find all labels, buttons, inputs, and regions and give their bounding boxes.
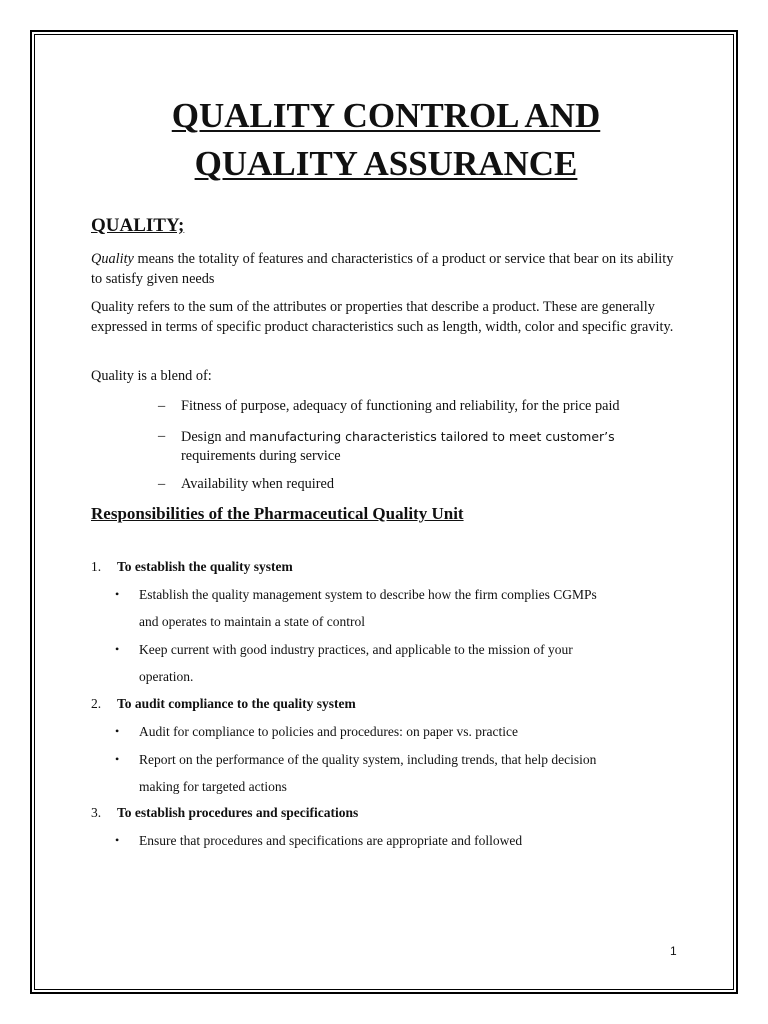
bullet-marker: • bbox=[115, 752, 120, 766]
section-number: 3. bbox=[91, 805, 102, 820]
blend-item bbox=[158, 427, 678, 467]
document-title: QUALITY CONTROL AND QUALITY ASSURANCE bbox=[171, 96, 601, 183]
section-title: To establish procedures and specifications bbox=[117, 805, 359, 820]
quality-term: Quality bbox=[91, 251, 134, 267]
blend-item-text: Availability when required bbox=[181, 476, 334, 492]
quality-heading: QUALITY; bbox=[91, 215, 185, 236]
quality-definition-text: means the totality of features and characteristics of a product or service that bear on its ability to satisfy given needs bbox=[91, 251, 674, 287]
bullet-text: Keep current with good industry practices, and applicable to the mission of your operation. bbox=[139, 642, 573, 684]
bullet-marker: • bbox=[115, 587, 120, 601]
blend-item-text: Fitness of purpose, adequacy of functioning and reliability, for the price paid bbox=[181, 398, 620, 414]
dash-marker: – bbox=[158, 476, 166, 492]
blend-item-text-part: requirements during service bbox=[181, 448, 341, 464]
blend-item-text bbox=[181, 427, 651, 466]
bullet-text: Establish the quality management system to describe how the firm complies CGMPs and operates to maintain a state of control bbox=[139, 587, 597, 629]
bullet-text: Audit for compliance to policies and procedures: on paper vs. practice bbox=[139, 724, 518, 739]
bullet-marker: • bbox=[115, 642, 120, 656]
bullet-marker: • bbox=[115, 833, 120, 847]
section-title: To establish the quality system bbox=[117, 559, 293, 574]
quality-definition bbox=[91, 249, 676, 289]
bullet-marker: • bbox=[115, 724, 120, 738]
dash-marker: – bbox=[158, 398, 166, 414]
bullet-item bbox=[115, 636, 595, 690]
responsibilities-heading: Responsibilities of the Pharmaceutical Quality Unit bbox=[91, 504, 464, 523]
bullet-text: Report on the performance of the quality system, including trends, that help decision making for targeted actions bbox=[139, 752, 597, 794]
bullet-item bbox=[115, 746, 595, 800]
blend-item-text-part: manufacturing characteristics tailored to meet customer’s bbox=[249, 429, 615, 444]
section-number: 1. bbox=[91, 559, 102, 574]
section-title: To audit compliance to the quality system bbox=[117, 696, 356, 711]
page-number: 1 bbox=[670, 944, 677, 958]
dash-marker: – bbox=[158, 428, 166, 444]
bullet-text: Ensure that procedures and specifications are appropriate and followed bbox=[139, 833, 523, 848]
blend-intro: Quality is a blend of: bbox=[91, 368, 212, 384]
bullet-item bbox=[115, 581, 595, 635]
quality-paragraph: Quality refers to the sum of the attributes or properties that describe a product. These are generally expressed in terms of specific product characteristics such as length, width, color and specific gravity. bbox=[91, 299, 674, 335]
section-number: 2. bbox=[91, 696, 102, 711]
blend-item-text-part: Design and bbox=[181, 429, 250, 445]
